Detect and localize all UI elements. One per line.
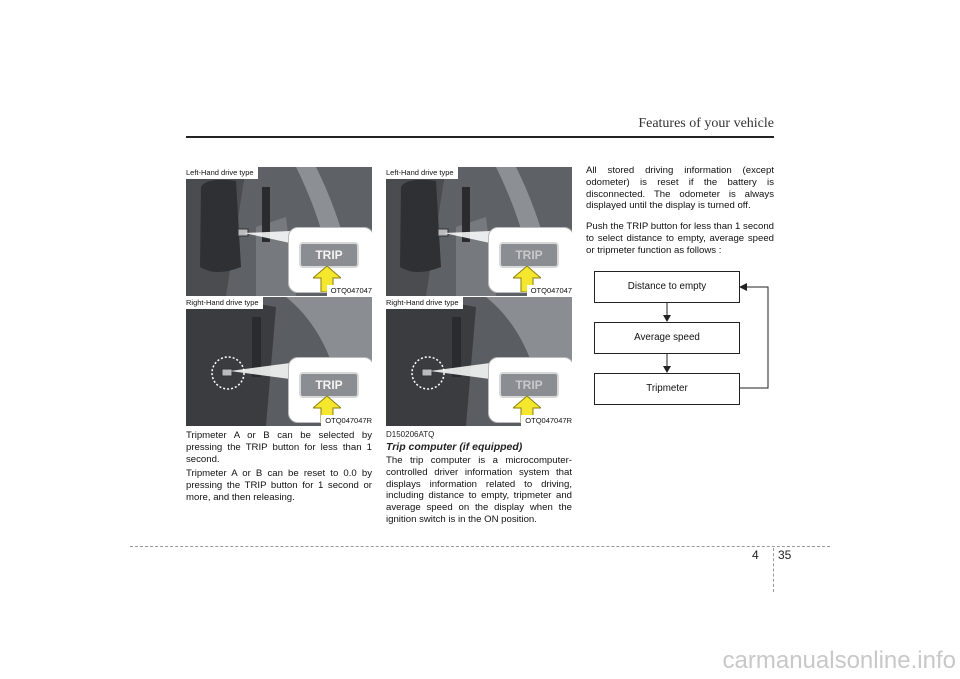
- trip-button-callout: [488, 357, 572, 423]
- middle-column-text: [386, 430, 572, 526]
- page-header-title: Features of your vehicle: [638, 116, 774, 131]
- chapter-number: 4: [752, 548, 759, 562]
- trip-button-callout: [288, 227, 372, 293]
- trip-button: TRIP: [299, 242, 359, 268]
- photo-rhd-middle: [386, 297, 572, 426]
- photo-code: OTQ047047R: [521, 415, 572, 426]
- footer-divider: [773, 548, 774, 592]
- push-trip-paragraph: Push the TRIP button for less than 1 second to select distance to empty, average speed or tripmeter function as follows :: [586, 221, 774, 256]
- arrow-down-icon: [663, 315, 671, 322]
- photo-code: OTQ047047: [527, 285, 572, 296]
- trip-button-callout: [488, 227, 572, 293]
- photo-lhd-middle: [386, 167, 572, 296]
- return-arrow-line: [739, 287, 768, 388]
- right-column-text: [586, 165, 774, 257]
- photo-label: Right-Hand drive type: [186, 297, 263, 309]
- reset-info-paragraph: All stored driving information (except odometer) is reset if the battery is disconnected. The odometer is always displayed until the display is turned off.: [586, 165, 774, 212]
- flowchart-arrows: [586, 270, 786, 410]
- section-code: D150206ATQ: [386, 430, 435, 439]
- photo-label: Left-Hand drive type: [186, 167, 258, 179]
- photo-code: OTQ047047R: [321, 415, 372, 426]
- trip-button: TRIP: [499, 242, 559, 268]
- left-column-text: [186, 430, 372, 504]
- photo-label: Left-Hand drive type: [386, 167, 458, 179]
- photo-rhd-left: [186, 297, 372, 426]
- photo-label: Right-Hand drive type: [386, 297, 463, 309]
- section-subheading: Trip computer (if equipped): [386, 441, 523, 453]
- trip-button: TRIP: [299, 372, 359, 398]
- flow-step-average-speed: Average speed: [594, 322, 740, 354]
- trip-computer-paragraph: The trip computer is a microcomputer-controlled driver information system that displays information related to driving, including distance to empty, tripmeter and average speed on the display when the ignition switch is in the ON position.: [386, 455, 572, 525]
- tripmeter-select-paragraph: Tripmeter A or B can be selected by pressing the TRIP button for less than 1 second.: [186, 430, 372, 465]
- arrow-down-icon: [663, 366, 671, 373]
- flow-step-tripmeter: Tripmeter: [594, 373, 740, 405]
- watermark-text: carmanualsonline.info: [722, 647, 956, 674]
- header-rule: [186, 136, 774, 138]
- photo-code: OTQ047047: [327, 285, 372, 296]
- page-number: 35: [778, 548, 792, 562]
- tripmeter-reset-paragraph: Tripmeter A or B can be reset to 0.0 by pressing the TRIP button for 1 second or more, and then releasing.: [186, 468, 372, 503]
- trip-button-callout: [288, 357, 372, 423]
- footer-rule: [130, 546, 830, 547]
- flow-step-distance-to-empty: Distance to empty: [594, 271, 740, 303]
- trip-button: TRIP: [499, 372, 559, 398]
- arrow-left-icon: [739, 283, 747, 291]
- photo-lhd-left: [186, 167, 372, 296]
